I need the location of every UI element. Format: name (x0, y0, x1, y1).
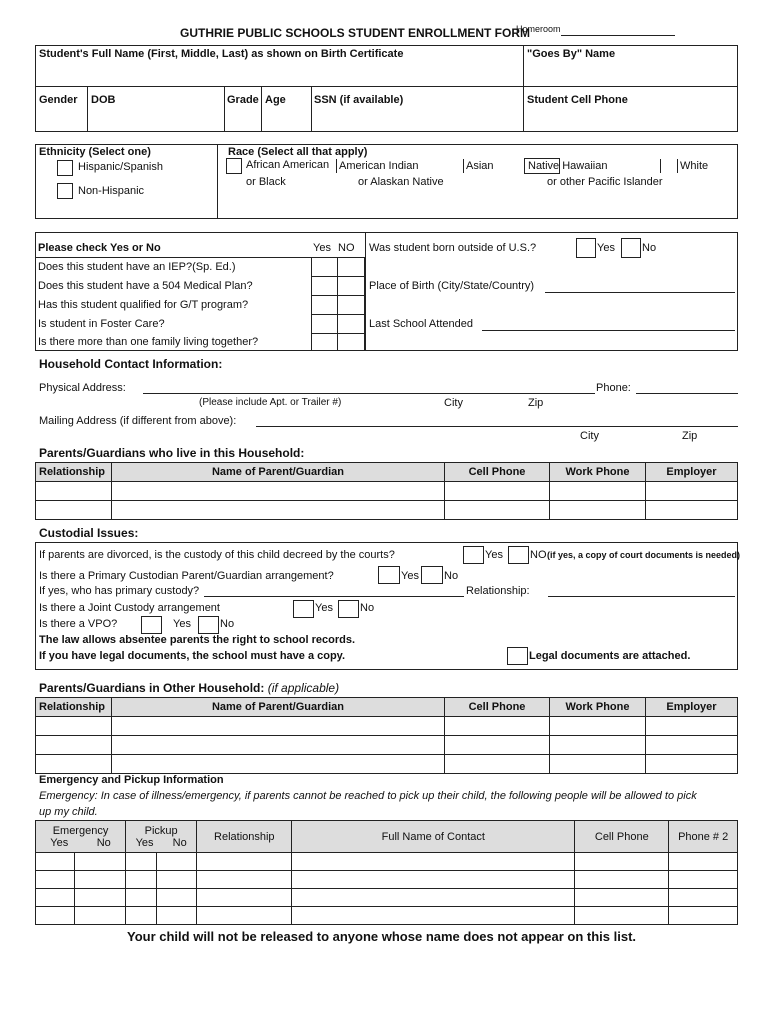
table-cell[interactable] (550, 501, 646, 520)
american-indian-label: American Indian (339, 160, 419, 172)
table-cell[interactable] (126, 907, 157, 925)
vpo-no-label: No (220, 618, 235, 630)
born-yes-label: Yes (597, 242, 615, 254)
table-cell[interactable] (126, 853, 157, 871)
col-work-phone: Work Phone (550, 463, 646, 482)
table-cell[interactable] (157, 853, 197, 871)
table-cell[interactable] (646, 501, 738, 520)
divorced-no-label: NO (530, 549, 547, 561)
primary-question: Is there a Primary Custodian Parent/Guardian arrangement? (39, 570, 334, 582)
table-cell[interactable] (36, 736, 112, 755)
table-cell[interactable] (292, 871, 575, 889)
emergency-table (35, 820, 738, 925)
asian-label: Asian (466, 160, 494, 172)
table-cell[interactable] (126, 889, 157, 907)
table-cell[interactable] (157, 889, 197, 907)
non-hispanic-checkbox[interactable] (57, 183, 73, 199)
table-cell[interactable] (197, 889, 292, 907)
who-primary-line[interactable] (204, 596, 464, 597)
pickup-no-label: No (172, 836, 187, 849)
ethnicity-label: Ethnicity (Select one) (39, 146, 151, 158)
born-yes-checkbox[interactable] (576, 238, 596, 258)
divorced-no-checkbox[interactable] (508, 546, 529, 564)
col-cell-phone: Cell Phone (575, 821, 669, 853)
table-cell[interactable] (646, 717, 738, 736)
iep-no-cell[interactable] (338, 258, 365, 277)
african-american-label: African American (246, 159, 330, 171)
table-cell[interactable] (669, 907, 738, 925)
divider (311, 86, 312, 132)
col-employer: Employer (646, 698, 738, 717)
divider (660, 159, 661, 173)
grade-label: Grade (227, 94, 259, 106)
gender-label: Gender (39, 94, 78, 106)
asian-checkbox[interactable] (463, 159, 464, 173)
foster-question: Is student in Foster Care? (38, 318, 165, 330)
physical-address-label: Physical Address: (39, 382, 126, 394)
table-cell[interactable] (75, 889, 126, 907)
divider (217, 144, 218, 219)
table-cell[interactable] (157, 871, 197, 889)
born-no-label: No (642, 242, 657, 254)
table-cell[interactable] (112, 736, 445, 755)
applicable-note: (if applicable) (267, 681, 340, 695)
vpo-yes-checkbox[interactable] (141, 616, 162, 634)
family-question: Is there more than one family living together? (38, 336, 259, 348)
dob-label: DOB (91, 94, 116, 106)
yes-column-label: Yes (313, 242, 331, 254)
no-column-label: NO (338, 242, 355, 254)
col-phone-2: Phone # 2 (669, 821, 738, 853)
relationship-label: Relationship: (466, 585, 530, 597)
emergency-title: Emergency and Pickup Information (39, 774, 224, 786)
table-cell[interactable] (669, 889, 738, 907)
emergency-note-2: up my child. (39, 806, 98, 818)
parents-table (35, 462, 738, 520)
vpo-no-checkbox[interactable] (198, 616, 219, 634)
table-cell[interactable] (445, 717, 550, 736)
divider (523, 45, 524, 132)
table-cell[interactable] (550, 736, 646, 755)
table-cell[interactable] (197, 907, 292, 925)
joint-yes-label: Yes (315, 602, 333, 614)
other-household-table (35, 697, 738, 774)
table-cell[interactable] (550, 482, 646, 501)
foster-yes-cell[interactable] (312, 315, 338, 334)
table-cell[interactable] (112, 755, 445, 774)
family-yes-cell[interactable] (312, 334, 338, 351)
vpo-question: Is there a VPO? (39, 618, 118, 630)
table-cell[interactable] (445, 736, 550, 755)
hispanic-label: Hispanic/Spanish (78, 161, 163, 173)
table-cell[interactable] (112, 482, 445, 501)
law-note-2: If you have legal documents, the school must have a copy. (39, 650, 346, 662)
primary-no-checkbox[interactable] (421, 566, 443, 584)
col-pickup-label: Pickup (144, 824, 178, 837)
joint-yes-checkbox[interactable] (293, 600, 314, 618)
col-pickup (126, 821, 197, 853)
place-of-birth-line[interactable] (545, 292, 735, 293)
physical-address-line[interactable] (143, 393, 595, 394)
table-cell[interactable] (669, 853, 738, 871)
table-cell[interactable] (575, 907, 669, 925)
divider (35, 86, 738, 87)
iep-yes-cell[interactable] (312, 258, 338, 277)
emergency-note: Emergency: In case of illness/emergency, if parents cannot be reached to pick up their child, the following people will be allowed to pick (39, 790, 697, 802)
relationship-line[interactable] (548, 596, 735, 597)
table-cell[interactable] (36, 871, 75, 889)
table-cell[interactable] (36, 501, 112, 520)
parents-title: Parents/Guardians who live in this Household: (39, 446, 305, 460)
legal-attached-checkbox[interactable] (507, 647, 528, 665)
table-cell[interactable] (292, 907, 575, 925)
or-alaskan-label: or Alaskan Native (358, 176, 444, 188)
primary-yes-label: Yes (401, 570, 419, 582)
race-label: Race (Select all that apply) (228, 146, 368, 158)
divider (261, 86, 262, 132)
504-yes-cell[interactable] (312, 277, 338, 296)
white-checkbox[interactable] (677, 159, 678, 173)
504-question: Does this student have a 504 Medical Plan? (38, 280, 253, 292)
table-cell[interactable] (445, 755, 550, 774)
other-household-title-text: Parents/Guardians in Other Household: (39, 681, 265, 695)
table-cell[interactable] (292, 889, 575, 907)
phone-line[interactable] (636, 393, 738, 394)
table-cell[interactable] (75, 853, 126, 871)
joint-no-label: No (360, 602, 375, 614)
col-work-phone: Work Phone (550, 698, 646, 717)
phone-label: Phone: (596, 382, 631, 394)
iep-question: Does this student have an IEP?(Sp. Ed.) (38, 261, 236, 273)
mailing-address-line[interactable] (256, 426, 738, 427)
table-cell[interactable] (646, 482, 738, 501)
col-full-name: Full Name of Contact (292, 821, 575, 853)
joint-no-checkbox[interactable] (338, 600, 359, 618)
table-cell[interactable] (669, 871, 738, 889)
col-employer: Employer (646, 463, 738, 482)
divorced-yes-checkbox[interactable] (463, 546, 484, 564)
table-cell[interactable] (646, 755, 738, 774)
age-label: Age (265, 94, 286, 106)
col-relationship: Relationship (36, 698, 112, 717)
emergency-yes-label: Yes (50, 836, 69, 849)
goes-by-label: "Goes By" Name (527, 48, 616, 60)
table-cell[interactable] (112, 501, 445, 520)
foster-no-cell[interactable] (338, 315, 365, 334)
apt-note: (Please include Apt. or Trailer #) (199, 397, 342, 408)
homeroom-label: Homeroom (516, 24, 561, 34)
joint-question: Is there a Joint Custody arrangement (39, 602, 220, 614)
emergency-no-label: No (96, 836, 111, 849)
or-pacific-label: or other Pacific Islander (547, 176, 663, 188)
non-hispanic-label: Non-Hispanic (78, 185, 145, 197)
table-cell[interactable] (36, 717, 112, 736)
full-name-label: Student's Full Name (First, Middle, Last) as shown on Birth Certificate (39, 48, 404, 60)
table-cell[interactable] (550, 755, 646, 774)
table-cell[interactable] (112, 717, 445, 736)
table-cell[interactable] (36, 853, 75, 871)
last-school-line[interactable] (482, 330, 735, 331)
table-cell[interactable] (197, 853, 292, 871)
homeroom-line[interactable] (561, 35, 675, 36)
divorced-yes-label: Yes (485, 549, 503, 561)
table-cell[interactable] (575, 889, 669, 907)
divider (224, 86, 225, 132)
col-cell-phone: Cell Phone (445, 463, 550, 482)
col-emergency-label: Emergency (52, 824, 109, 837)
table-cell[interactable] (445, 501, 550, 520)
col-name: Name of Parent/Guardian (112, 698, 445, 717)
gt-yes-cell[interactable] (312, 296, 338, 315)
table-cell[interactable] (75, 871, 126, 889)
court-note: (if yes, a copy of court documents is needed) (547, 550, 741, 560)
table-cell[interactable] (292, 853, 575, 871)
american-indian-checkbox[interactable] (336, 159, 337, 173)
or-black-label: or Black (246, 176, 286, 188)
household-title: Household Contact Information: (39, 357, 223, 371)
other-household-title (39, 681, 339, 695)
col-name: Name of Parent/Guardian (112, 463, 445, 482)
col-emergency (36, 821, 126, 853)
white-label: White (680, 160, 709, 172)
african-american-checkbox[interactable] (226, 158, 242, 174)
ssn-label: SSN (if available) (314, 94, 404, 106)
table-cell[interactable] (36, 889, 75, 907)
release-notice: Your child will not be released to anyone whose name does not appear on this list. (127, 929, 637, 944)
native-hawaiian-label: Native Hawaiian (528, 160, 608, 172)
divider (87, 86, 88, 132)
504-no-cell[interactable] (338, 277, 365, 296)
col-emergency-yesno (36, 837, 125, 849)
custodial-title: Custodial Issues: (39, 526, 139, 540)
table-cell[interactable] (36, 482, 112, 501)
legal-attached-label: Legal documents are attached. (529, 650, 691, 662)
table-cell[interactable] (575, 871, 669, 889)
city-label: City (444, 397, 463, 409)
gt-no-cell[interactable] (338, 296, 365, 315)
law-note-1: The law allows absentee parents the right to school records. (39, 634, 356, 646)
yes-no-grid (311, 257, 365, 351)
pickup-yes-label: Yes (135, 836, 154, 849)
last-school-label: Last School Attended (369, 318, 473, 330)
born-outside-question: Was student born outside of U.S.? (369, 242, 537, 254)
primary-yes-checkbox[interactable] (378, 566, 400, 584)
primary-no-label: No (444, 570, 459, 582)
divider (365, 232, 366, 351)
city-label-2: City (580, 430, 599, 442)
place-of-birth-label: Place of Birth (City/State/Country) (369, 280, 535, 292)
vpo-yes-label: Yes (173, 618, 191, 630)
table-cell[interactable] (575, 853, 669, 871)
table-cell[interactable] (550, 717, 646, 736)
form-title: GUTHRIE PUBLIC SCHOOLS STUDENT ENROLLMENT FORM (180, 26, 530, 40)
col-pickup-yesno (126, 837, 196, 849)
gt-question: Has this student qualified for G/T program? (38, 299, 249, 311)
who-primary-label: If yes, who has primary custody? (39, 585, 200, 597)
family-no-cell[interactable] (338, 334, 365, 351)
table-cell[interactable] (126, 871, 157, 889)
table-cell[interactable] (157, 907, 197, 925)
col-relationship: Relationship (36, 463, 112, 482)
col-relationship: Relationship (197, 821, 292, 853)
table-cell[interactable] (75, 907, 126, 925)
col-cell-phone: Cell Phone (445, 698, 550, 717)
check-yes-no-label: Please check Yes or No (38, 242, 161, 254)
table-cell[interactable] (36, 755, 112, 774)
table-cell[interactable] (646, 736, 738, 755)
table-cell[interactable] (36, 907, 75, 925)
hispanic-checkbox[interactable] (57, 160, 73, 176)
mailing-address-label: Mailing Address (if different from above): (39, 415, 237, 427)
table-cell[interactable] (197, 871, 292, 889)
divorced-question: If parents are divorced, is the custody of this child decreed by the courts? (39, 549, 395, 561)
born-no-checkbox[interactable] (621, 238, 641, 258)
student-cell-label: Student Cell Phone (527, 94, 628, 106)
table-cell[interactable] (445, 482, 550, 501)
zip-label-2: Zip (682, 430, 698, 442)
zip-label: Zip (528, 397, 544, 409)
